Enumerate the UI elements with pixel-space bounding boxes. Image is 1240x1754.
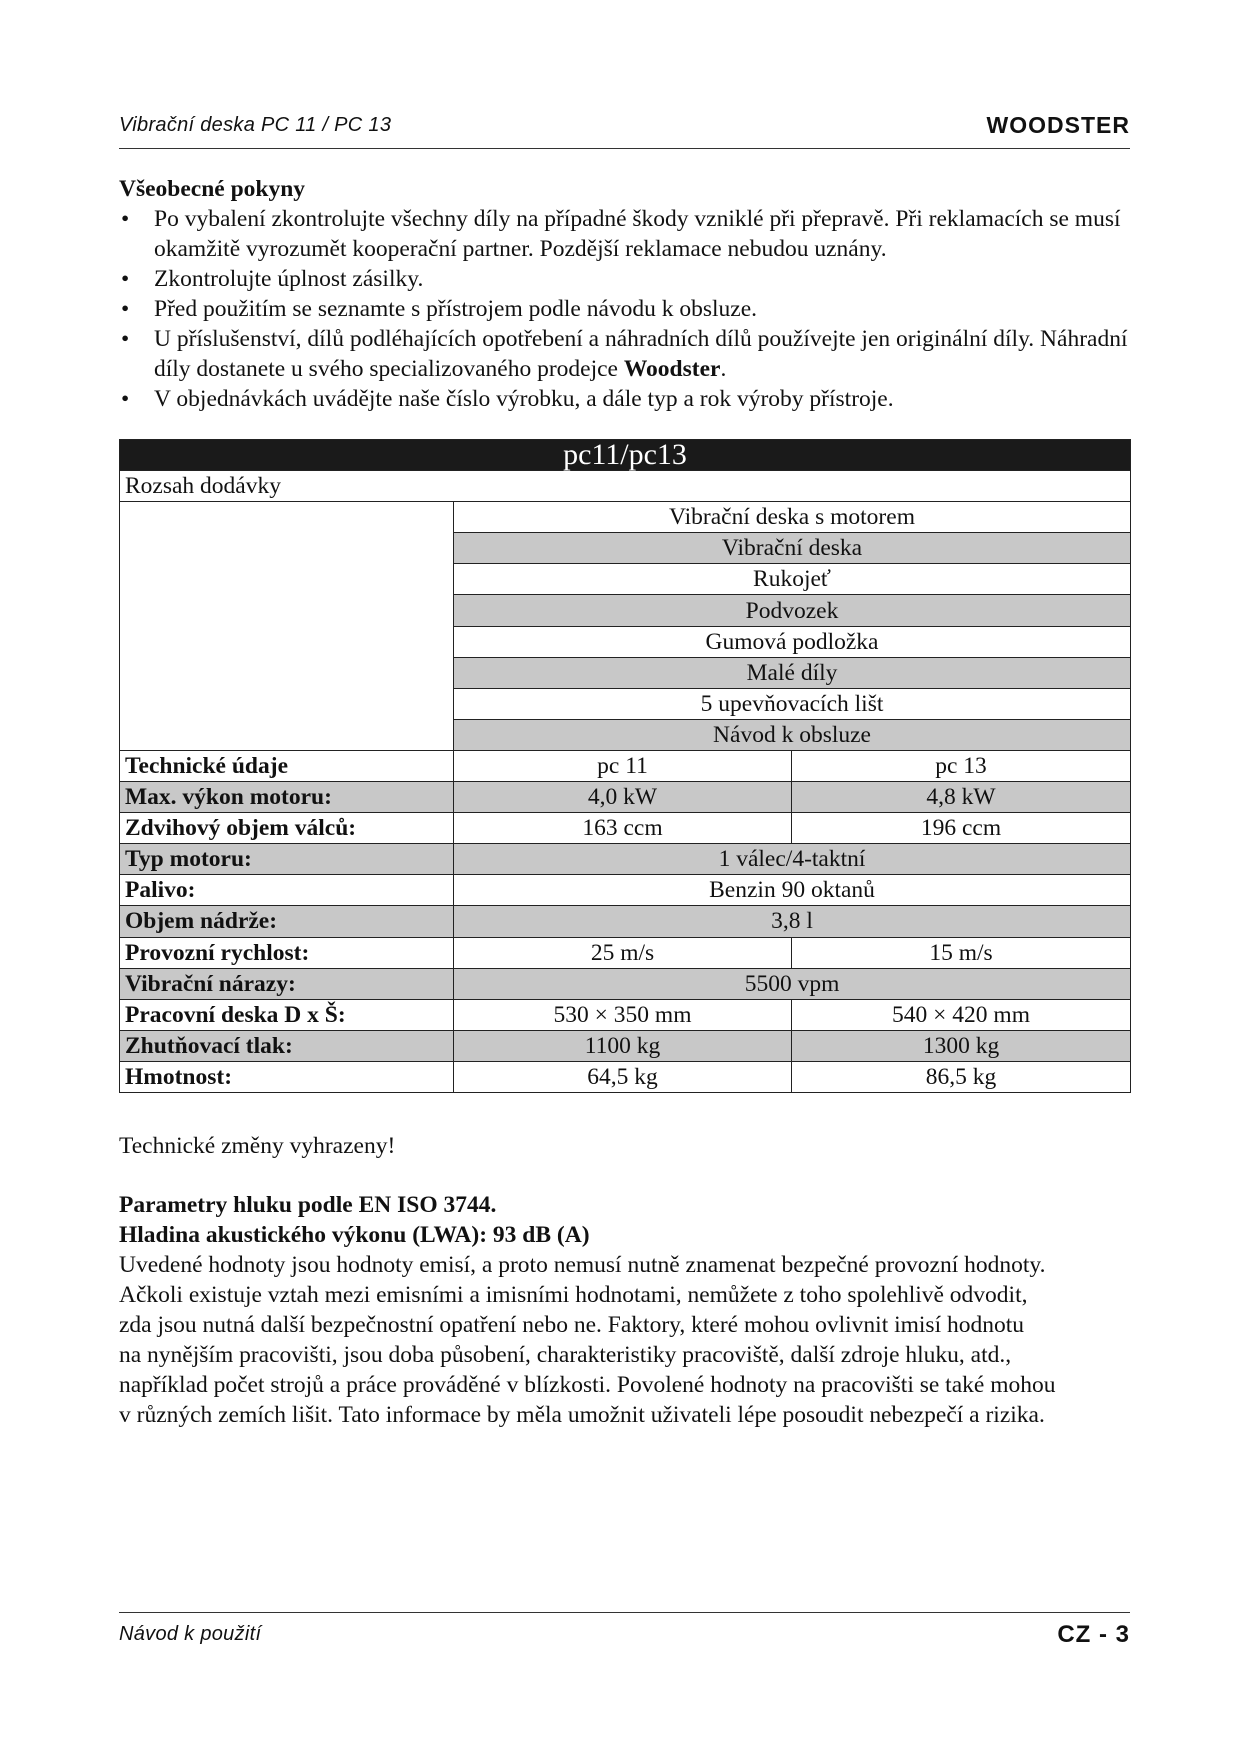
noise-paragraph-line: Uvedené hodnoty jsou hodnoty emisí, a proto nemusí nutně znamenat bezpečné provozní hodnoty. [119, 1252, 1046, 1278]
tech-changes-note: Technické změny vyhrazeny! [119, 1133, 396, 1159]
row-label: Hmotnost: [120, 1061, 454, 1092]
list-item-end: . [720, 356, 727, 382]
noise-paragraph-line: například počet strojů a práce prováděné v blízkosti. Povolené hodnoty na pracovišti se také mohou [119, 1372, 1056, 1398]
cell-value: 163 ccm [454, 813, 792, 844]
row-label: Zhutňovací tlak: [120, 1030, 454, 1061]
row-label: Max. výkon motoru: [120, 782, 454, 813]
scope-label: Rozsah dodávky [120, 471, 1131, 502]
col-header-pc11: pc 11 [454, 750, 792, 781]
scope-item: Vibrační deska s motorem [454, 502, 1131, 533]
cell-value: Benzin 90 oktanů [454, 875, 1131, 906]
noise-section [119, 1190, 1130, 1430]
noise-paragraph-line: v různých zemích lišit. Tato informace by měla umožnit uživateli lépe posoudit nebezpečí a rizika. [119, 1402, 1045, 1428]
cell-value: 196 ccm [792, 813, 1131, 844]
scope-item: Rukojeť [454, 564, 1131, 595]
list-item [119, 324, 1130, 384]
col-header-pc13: pc 13 [792, 750, 1131, 781]
document-title: Vibrační deska PC 11 / PC 13 [119, 114, 392, 136]
cell-value: 25 m/s [454, 937, 792, 968]
table-title: pc11/pc13 [120, 440, 1131, 471]
scope-item: Návod k obsluze [454, 719, 1131, 750]
cell-value: 15 m/s [792, 937, 1131, 968]
cell-value: 4,0 kW [454, 782, 792, 813]
cell-value: 530 × 350 mm [454, 999, 792, 1030]
scope-item: Podvozek [454, 595, 1131, 626]
row-label: Vibrační nárazy: [120, 968, 454, 999]
tech-label: Technické údaje [120, 750, 454, 781]
scope-item: Malé díly [454, 657, 1131, 688]
general-instructions [119, 174, 1130, 414]
noise-paragraph-line: Ačkoli existuje vztah mezi emisními a imisními hodnotami, nemůžete z toho spolehlivě odvodit, [119, 1282, 1028, 1308]
scope-spacer [120, 502, 454, 751]
row-label: Provozní rychlost: [120, 937, 454, 968]
row-label: Objem nádrže: [120, 906, 454, 937]
general-title: Všeobecné pokyny [119, 176, 306, 202]
cell-value: 1 válec/4-taktní [454, 844, 1131, 875]
list-item-text: U příslušenství, dílů podléhajících opotřebení a náhradních dílů používejte jen originální díly. Náhradní díly dostanete u svého specializovaného prodejce [154, 326, 1128, 382]
scope-item: 5 upevňovacích lišt [454, 688, 1131, 719]
page-header [119, 112, 1130, 149]
row-label: Palivo: [120, 875, 454, 906]
noise-paragraph-line: na nynějším pracovišti, jsou doba působení, charakteristiky pracoviště, další zdroje hluku, atd., [119, 1342, 1012, 1368]
general-list [119, 204, 1130, 414]
brand-name: Woodster [623, 356, 721, 382]
list-item: • Po vybalení zkontrolujte všechny díly na případné škody vzniklé při přepravě. Při reklamacích se musí okamžitě vyrozumět kooperační partner. Pozdější reklamace nebudou uznány. [119, 204, 1130, 264]
list-item: • V objednávkách uvádějte naše číslo výrobku, a dále typ a rok výroby přístroje. [119, 384, 1130, 414]
row-label: Pracovní deska D x Š: [120, 999, 454, 1030]
noise-title: Parametry hluku podle EN ISO 3744. [119, 1192, 497, 1218]
brand-logo: WOODSTER [986, 112, 1130, 138]
cell-value: 1300 kg [792, 1030, 1131, 1061]
page-number: CZ - 3 [1057, 1621, 1130, 1648]
cell-value: 540 × 420 mm [792, 999, 1131, 1030]
footer-title: Návod k použití [119, 1623, 262, 1645]
scope-item: Gumová podložka [454, 626, 1131, 657]
noise-level: Hladina akustického výkonu (LWA): 93 dB (A) [119, 1222, 590, 1248]
spec-table [119, 439, 1131, 1093]
cell-value: 64,5 kg [454, 1061, 792, 1092]
noise-paragraph-line: zda jsou nutná další bezpečnostní opatření nebo ne. Faktory, které mohou ovlivnit imisí hodnotu [119, 1312, 1025, 1338]
list-item: • Zkontrolujte úplnost zásilky. [119, 264, 1130, 294]
list-item: • Před použitím se seznamte s přístrojem podle návodu k obsluze. [119, 294, 1130, 324]
cell-value: 4,8 kW [792, 782, 1131, 813]
row-label: Typ motoru: [120, 844, 454, 875]
row-label: Zdvihový objem válců: [120, 813, 454, 844]
cell-value: 1100 kg [454, 1030, 792, 1061]
cell-value: 86,5 kg [792, 1061, 1131, 1092]
cell-value: 5500 vpm [454, 968, 1131, 999]
page-footer [119, 1612, 1130, 1653]
scope-item: Vibrační deska [454, 533, 1131, 564]
cell-value: 3,8 l [454, 906, 1131, 937]
